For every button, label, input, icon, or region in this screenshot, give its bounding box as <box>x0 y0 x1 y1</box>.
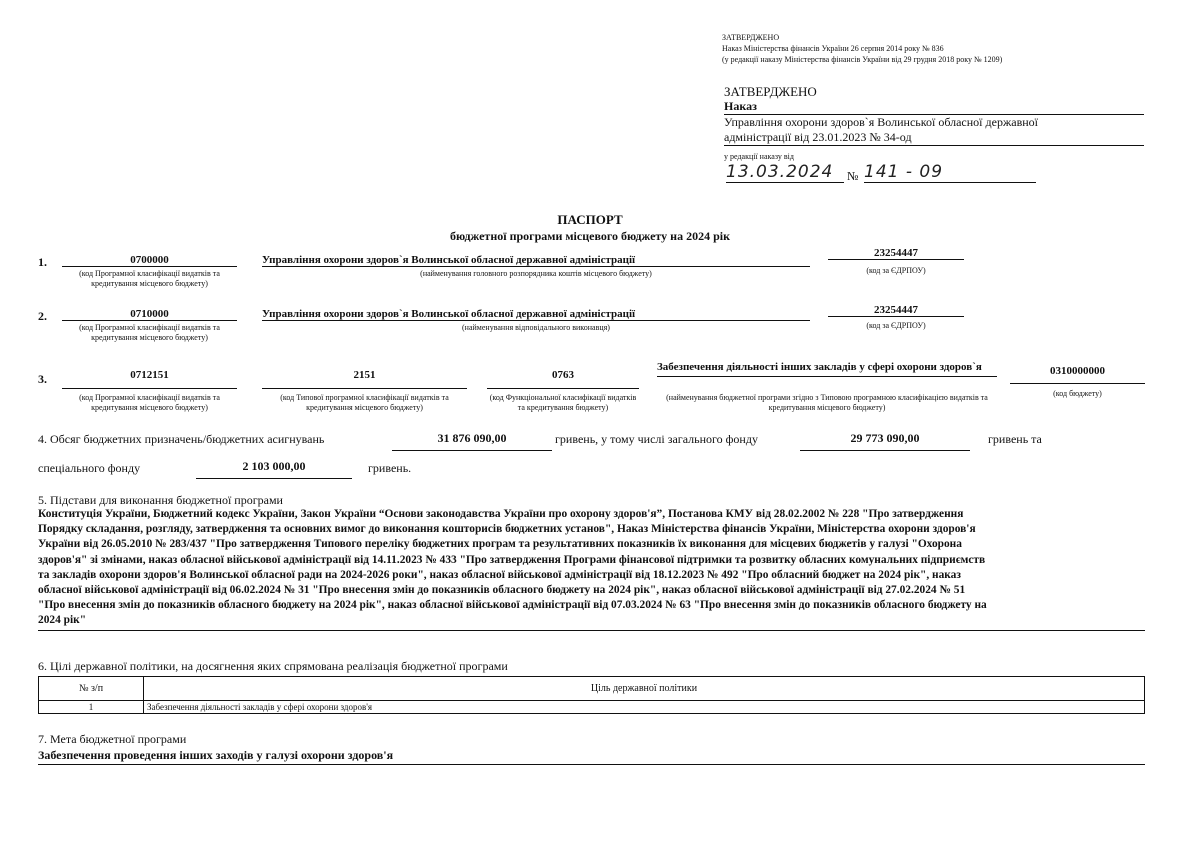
row2-number: 2. <box>38 309 47 323</box>
total-amount: 31 876 090,00 <box>392 431 552 451</box>
approval-top-line1: Наказ Міністерства фінансів України 26 серпня 2014 року № 836 <box>722 44 944 53</box>
row2-code: 0710000 <box>62 308 237 321</box>
section5-line: "Про внесення змін до показників обласного бюджету на 2024 рік", наказ обласної військової адміністрації від 07.03.2024 № 63 "Про внесення змін до показників обласного бюджету на <box>38 599 987 612</box>
row1-code: 0700000 <box>62 254 237 267</box>
row3-func-caption: (код Функціональної класифікації видатків та кредитування бюджету) <box>489 393 637 412</box>
section5-line: України від 26.05.2010 № 283/437 "Про затвердження Типового переліку бюджетних програм та результативних показників їх виконання для місцевих бюджетів у галузі "Охорона <box>38 538 962 551</box>
revision-date: 13.03.2024 <box>726 162 844 183</box>
row1-code-caption: (код Програмної класифікації видатків та кредитування місцевого бюджету) <box>79 269 220 288</box>
row1-edrpou-caption: (код за ЄДРПОУ) <box>866 266 926 275</box>
general-fund-amount: 29 773 090,00 <box>800 431 970 451</box>
table-row <box>39 701 1145 714</box>
row3-func-code: 0763 <box>487 369 639 389</box>
row2-edrpou-caption: (код за ЄДРПОУ) <box>866 321 926 330</box>
section5-line: та закладів охорони здоров'я Волинської обласної ради на 2024-2026 роки", наказ обласної військової адміністрації від 18.12.2023 № 492 "Про обласний бюджет на 2024 рік", наказ <box>38 568 961 581</box>
section5-body <box>38 507 1145 631</box>
revision-number-sign: № <box>847 169 859 183</box>
goals-table <box>38 676 1145 714</box>
section5-line: здоров'я" зі змінами, наказ обласної військової адміністрації від 14.11.2023 № 433 "Про затвердження Програми фінансової підтримки та розвитку обласних комунальних підприємств <box>38 553 986 566</box>
goal-row-text: Забезпечення діяльності закладів у сфері охорони здоров'я <box>144 701 1145 714</box>
row3-budget-caption: (код бюджету) <box>1053 389 1102 398</box>
approval-org-line1: Управління охорони здоров`я Волинської обласної державної <box>724 115 1038 129</box>
row2-code-caption: (код Програмної класифікації видатків та кредитування місцевого бюджету) <box>79 323 220 342</box>
section4-label: 4. Обсяг бюджетних призначень/бюджетних асигнувань <box>38 432 325 446</box>
row3-code-caption: (код Програмної класифікації видатків та кредитування місцевого бюджету) <box>79 393 220 412</box>
approval-main-title: ЗАТВЕРДЖЕНО <box>724 84 817 99</box>
section4-mid-text: гривень, у тому числі загального фонду <box>555 432 758 446</box>
row2-name: Управління охорони здоров`я Волинської обласної державної адміністрації <box>262 308 810 321</box>
row2-edrpou: 23254447 <box>828 304 964 317</box>
approval-order-label: Наказ <box>724 99 1144 115</box>
goals-col-num-header: № з/п <box>39 677 144 701</box>
row3-name-caption: (найменування бюджетної програми згідно з Типовою програмною класифікацією видатків та кредитування місцевого бюджету) <box>666 393 988 412</box>
row1-name: Управління охорони здоров`я Волинської обласної державної адміністрації <box>262 254 810 267</box>
approval-org-line2: адміністрації від 23.01.2023 № 34-од <box>724 130 1144 146</box>
section5-title: 5. Підстави для виконання бюджетної програми <box>38 493 283 507</box>
revision-number: 141 - 09 <box>864 162 1036 183</box>
section5-line: 2024 рік" <box>38 614 87 627</box>
page-subtitle: бюджетної програми місцевого бюджету на 2024 рік <box>450 229 730 243</box>
row1-name-caption: (найменування головного розпорядника коштів місцевого бюджету) <box>420 269 652 278</box>
row3-name: Забезпечення діяльності інших закладів у сфері охорони здоров`я <box>657 360 997 377</box>
goals-table-header <box>39 677 1145 701</box>
section5-line: обласної військової адміністрації від 06.02.2024 № 31 "Про внесення змін до показників обласного бюджету на 2024 рік", наказ обласної військової адміністрації від 27.02.2024 № 51 <box>38 584 966 597</box>
row3-typical-caption: (код Типової програмної класифікації видатків та кредитування місцевого бюджету) <box>280 393 449 412</box>
row1-number: 1. <box>38 255 47 269</box>
section5-line: Конституція України, Бюджетний кодекс України, Закон України “Основи законодавства України про охорону здоров'я”, Постанова КМУ від 28.02.2002 № 228 "Про затвердження <box>38 508 964 520</box>
goal-row-num: 1 <box>39 701 144 714</box>
special-fund-label: спеціального фонду <box>38 461 141 475</box>
row3-budget-code: 0310000000 <box>1010 365 1145 384</box>
section7-text: Забезпечення проведення інших заходів у галузі охорони здоров'я <box>38 748 1145 765</box>
special-fund-amount: 2 103 000,00 <box>196 459 352 479</box>
section5-line: Порядку складання, розгляду, затвердження та основних вимог до виконання кошторисів бюджетних установ", Наказ Міністерства фінансів України, Міністерства охорони здоров'я <box>38 523 976 536</box>
section4-tail-text: гривень та <box>988 432 1042 446</box>
page-title: ПАСПОРТ <box>557 212 623 227</box>
row3-code: 0712151 <box>62 369 237 389</box>
section7-title: 7. Мета бюджетної програми <box>38 732 187 746</box>
revision-label: у редакції наказу від <box>724 152 794 161</box>
special-fund-tail: гривень. <box>368 461 412 475</box>
approval-top-line2: (у редакції наказу Міністерства фінансів України від 29 грудня 2018 року № 1209) <box>722 55 1003 64</box>
section6-title: 6. Цілі державної політики, на досягнення яких спрямована реалізація бюджетної програми <box>38 659 508 673</box>
row3-number: 3. <box>38 372 47 386</box>
row1-edrpou: 23254447 <box>828 247 964 260</box>
approval-top-title: ЗАТВЕРДЖЕНО <box>722 33 780 42</box>
row3-typical-code: 2151 <box>262 369 467 389</box>
goals-col-goal-header: Ціль державної політики <box>144 677 1145 701</box>
row2-name-caption: (найменування відповідального виконавця) <box>462 323 610 332</box>
